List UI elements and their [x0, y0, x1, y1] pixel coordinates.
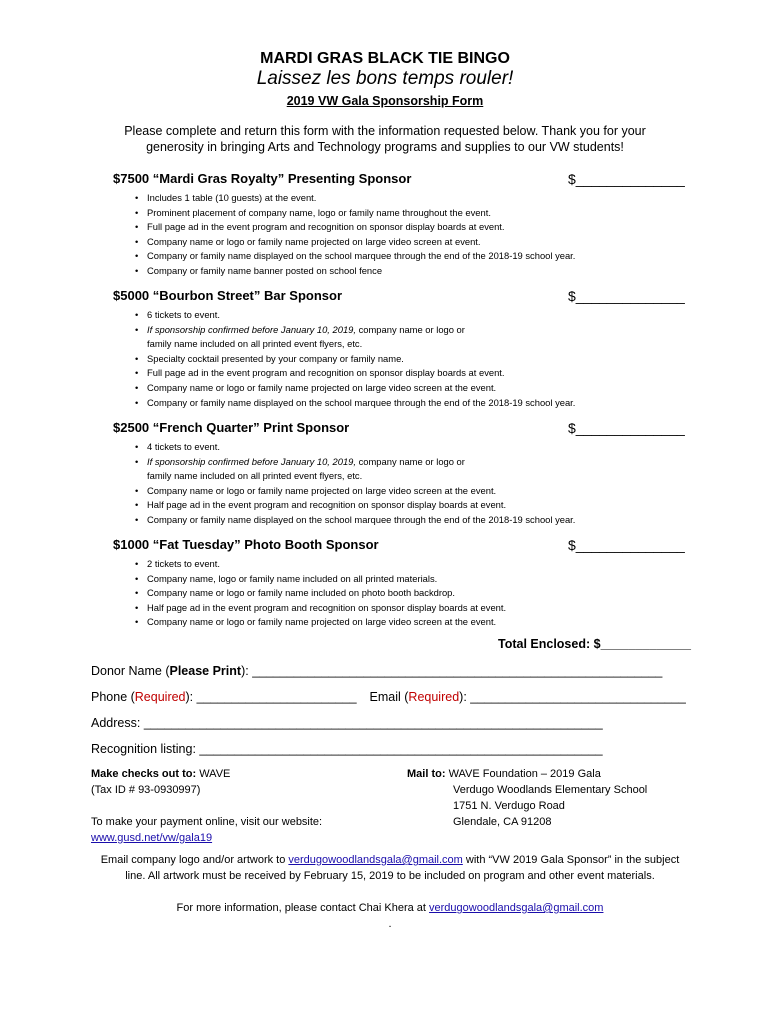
benefit-item: • 2 tickets to event.	[113, 557, 683, 572]
sponsor-level-2500	[113, 420, 683, 528]
email-label: Email (	[369, 690, 409, 704]
event-title: MARDI GRAS BLACK TIE BINGO	[260, 50, 510, 67]
benefit-item: • Prominent placement of company name, logo or family name throughout the event.	[113, 206, 683, 221]
benefit-list	[113, 308, 683, 410]
donor-name-close: ):	[241, 664, 249, 678]
benefit-list	[113, 191, 683, 279]
email-link[interactable]: verdugowoodlandsgala@gmail.com	[288, 854, 463, 866]
amount-blank[interactable]: $______________	[568, 171, 685, 187]
email-close: ):	[459, 690, 467, 704]
phone-email-row	[91, 690, 686, 704]
benefit-item: • Half page ad in the event program and recognition on sponsor display boards at event.	[113, 601, 683, 616]
artwork-text-pre: Email company logo and/or artwork to	[100, 854, 289, 866]
phone-close: ):	[185, 690, 194, 704]
email-field[interactable]	[370, 690, 686, 704]
sponsor-level-title: $7500 “Mardi Gras Royalty” Presenting Sponsor	[113, 171, 412, 186]
mail-line2: Verdugo Woodlands Elementary School	[453, 784, 648, 796]
contact-info	[100, 900, 680, 932]
please-print-label: Please Print	[169, 664, 242, 678]
address-blank[interactable]: __________________________________________________________________	[143, 716, 603, 730]
checks-label: Make checks out to:	[91, 768, 197, 780]
required-label: Required	[134, 690, 186, 704]
form-title: 2019 VW Gala Sponsorship Form	[286, 94, 484, 108]
recognition-blank[interactable]: __________________________________________________________	[199, 742, 603, 756]
sponsor-level-1000	[113, 537, 683, 630]
mail-line1: WAVE Foundation – 2019 Gala	[448, 768, 601, 780]
benefit-item: • Company name or logo or family name projected on large video screen at the event.	[113, 381, 683, 396]
benefit-item: • Company name or logo or family name included on photo booth backdrop.	[113, 586, 683, 601]
donor-name-blank[interactable]: ___________________________________________________________	[252, 664, 663, 678]
intro-text: Please complete and return this form with the information requested below. Thank you for your generosity in bringing Arts and Technology programs and supplies to our VW students!	[124, 124, 646, 154]
amount-blank[interactable]: $______________	[568, 288, 685, 304]
required-label: Required	[408, 690, 460, 704]
email-blank[interactable]: _______________________________	[470, 690, 686, 704]
mail-line3: 1751 N. Verdugo Road	[453, 800, 565, 812]
benefit-item: • 4 tickets to event.	[113, 440, 683, 455]
checks-value: WAVE	[199, 768, 231, 780]
benefit-list	[113, 440, 683, 528]
benefit-item: • Company name or logo or family name projected on large video screen at event.	[113, 235, 683, 250]
sponsor-level-5000	[113, 288, 683, 410]
benefit-item: • Company name or logo or family name projected on large video screen at the event.	[113, 615, 683, 630]
recognition-label: Recognition listing:	[91, 742, 196, 756]
donor-name-label: Donor Name (	[91, 664, 170, 678]
website-link[interactable]: www.gusd.net/vw/gala19	[91, 832, 213, 844]
artwork-instructions	[100, 852, 680, 884]
payment-checks	[91, 766, 371, 846]
recognition-field[interactable]	[91, 742, 603, 756]
benefit-list	[113, 557, 683, 630]
sponsor-level-title: $2500 “French Quarter” Print Sponsor	[113, 420, 350, 435]
donor-name-field[interactable]	[91, 664, 662, 678]
event-subtitle: Laissez les bons temps rouler!	[256, 68, 514, 89]
sponsor-level-title: $5000 “Bourbon Street” Bar Sponsor	[113, 288, 342, 303]
phone-label: Phone (	[91, 690, 135, 704]
address-label: Address:	[91, 716, 141, 730]
phone-field[interactable]	[91, 690, 357, 704]
amount-blank[interactable]: $______________	[568, 537, 685, 553]
phone-blank[interactable]: _______________________	[196, 690, 357, 704]
benefit-item: • Company or family name displayed on the school marquee through the end of the 2018-19 school year.	[113, 249, 683, 264]
contact-email-link[interactable]: verdugowoodlandsgala@gmail.com	[429, 902, 604, 914]
contact-text: For more information, please contact Chai Khera at	[176, 902, 430, 914]
address-field[interactable]	[91, 716, 603, 730]
artwork-text-post: with “VW 2019 Gala Sponsor” in the subject line. All artwork must be received by February 15, 2019 to be included on program and other event materials.	[125, 854, 680, 882]
mail-to-label: Mail to:	[407, 768, 446, 780]
online-payment-text: To make your payment online, visit our website:	[91, 816, 323, 828]
mail-to-block	[407, 766, 687, 830]
total-label: Total Enclosed: $	[498, 637, 601, 651]
total-blank[interactable]: _____________	[600, 637, 691, 651]
benefit-item: • Company or family name banner posted on school fence	[113, 264, 683, 279]
benefit-item: • If sponsorship confirmed before January 10, 2019, company name or logo or family name included on all printed event flyers, etc.	[113, 323, 683, 352]
benefit-item: • Full page ad in the event program and recognition on sponsor display boards at event.	[113, 366, 683, 381]
trailing-period: .	[388, 918, 392, 930]
benefit-item: • Company or family name displayed on the school marquee through the end of the 2018-19 school year.	[113, 396, 683, 411]
benefit-item: • Includes 1 table (10 guests) at the event.	[113, 191, 683, 206]
sponsor-level-7500	[113, 171, 683, 279]
mail-line4: Glendale, CA 91208	[453, 816, 552, 828]
benefit-item: • Company name or logo or family name projected on large video screen at the event.	[113, 484, 683, 499]
benefit-item: • Company or family name displayed on the school marquee through the end of the 2018-19 school year.	[113, 513, 683, 528]
benefit-item: • 6 tickets to event.	[113, 308, 683, 323]
benefit-item: • Full page ad in the event program and recognition on sponsor display boards at event.	[113, 220, 683, 235]
sponsor-level-title: $1000 “Fat Tuesday” Photo Booth Sponsor	[113, 537, 379, 552]
benefit-item: • Specialty cocktail presented by your company or family name.	[113, 352, 683, 367]
amount-blank[interactable]: $______________	[568, 420, 685, 436]
benefit-item: • If sponsorship confirmed before January 10, 2019, company name or logo or family name included on all printed event flyers, etc.	[113, 455, 683, 484]
total-enclosed	[498, 637, 691, 651]
benefit-item: • Half page ad in the event program and recognition on sponsor display boards at event.	[113, 498, 683, 513]
benefit-item: • Company name, logo or family name included on all printed materials.	[113, 572, 683, 587]
tax-id: (Tax ID # 93-0930997)	[91, 784, 201, 796]
